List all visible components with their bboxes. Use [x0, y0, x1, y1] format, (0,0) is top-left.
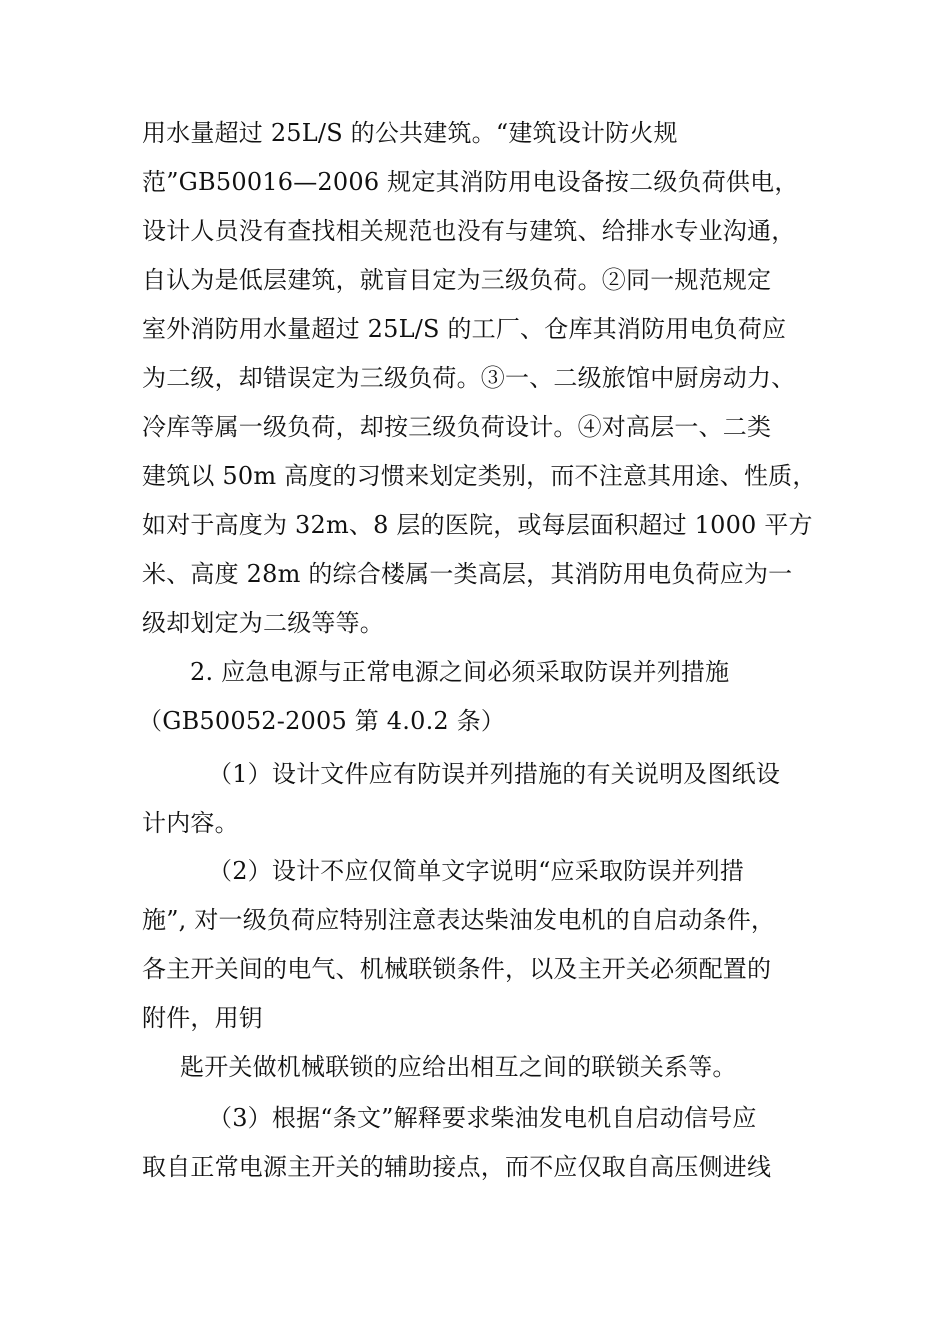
- text-line: 各主开关间的电气、机械联锁条件，以及主开关必须配置的: [142, 955, 772, 983]
- text-line: 为二级，却错误定为三级负荷。③一、二级旅馆中厨房动力、: [142, 364, 796, 392]
- text-line: （1）设计文件应有防误并列措施的有关说明及图纸设: [208, 760, 781, 788]
- text-line: 范”GB50016—2006 规定其消防用电设备按二级负荷供电，: [142, 168, 799, 196]
- text-line: 级却划定为二级等等。: [142, 609, 384, 637]
- text-line: 自认为是低层建筑，就盲目定为三级负荷。②同一规范规定: [142, 266, 772, 294]
- text-line: 设计人员没有查找相关规范也没有与建筑、给排水专业沟通，: [142, 217, 796, 245]
- text-line: 室外消防用水量超过 25L/S 的工厂、仓库其消防用电负荷应: [142, 315, 787, 343]
- text-line: 取自正常电源主开关的辅助接点，而不应仅取自高压侧进线: [142, 1153, 772, 1181]
- text-line: 冷库等属一级负荷，却按三级负荷设计。④对高层一、二类: [142, 413, 772, 441]
- text-line: 建筑以 50m 高度的习惯来划定类别，而不注意其用途、性质，: [142, 462, 817, 490]
- text-line: 如对于高度为 32m、8 层的医院，或每层面积超过 1000 平方: [142, 511, 813, 539]
- section-heading: 2. 应急电源与正常电源之间必须采取防误并列措施: [190, 658, 730, 686]
- text-line: （2）设计不应仅简单文字说明“应采取防误并列措: [208, 857, 745, 885]
- section-reference: （GB50052-2005 第 4.0.2 条）: [138, 707, 506, 735]
- text-line: 米、高度 28m 的综合楼属一类高层，其消防用电负荷应为一: [142, 560, 793, 588]
- text-line: （3）根据“条文”解释要求柴油发电机自启动信号应: [208, 1104, 757, 1132]
- text-line: 匙开关做机械联锁的应给出相互之间的联锁关系等。: [180, 1053, 737, 1081]
- text-line: 计内容。: [142, 809, 239, 837]
- text-line: 附件，用钥: [142, 1004, 263, 1032]
- text-line: 用水量超过 25L/S 的公共建筑。“建筑设计防火规: [142, 119, 678, 147]
- text-line: 施”, 对一级负荷应特别注意表达柴油发电机的自启动条件，: [142, 906, 776, 934]
